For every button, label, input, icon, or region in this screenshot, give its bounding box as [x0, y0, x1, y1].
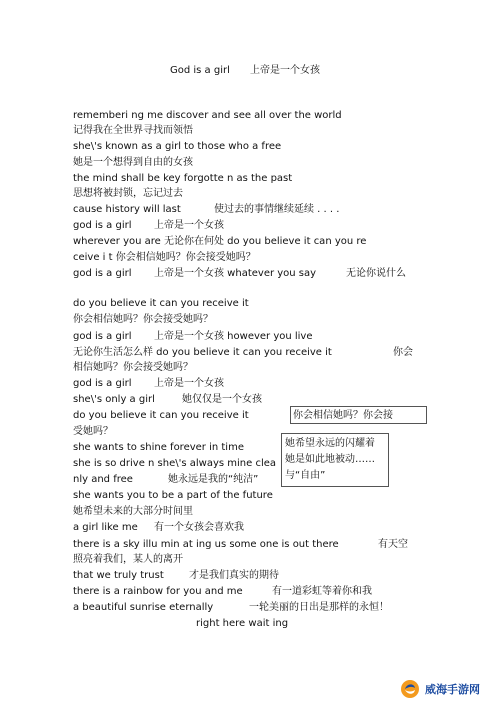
lyric-translation: 上帝是一个女孩 [154, 378, 224, 389]
lyric-line: she wants to shine forever in time [73, 442, 244, 453]
lyric-translation: 上帝是一个女孩 whatever you say [154, 268, 317, 279]
lyric-line: 思想将被封锁，忘记过去 [73, 188, 183, 199]
lyric-line: god is a girl [73, 220, 132, 231]
annotation-text: 她是如此地被动…… [285, 454, 375, 465]
lyric-line: 受她吗？ [73, 426, 113, 437]
lyric-line: nly and free [73, 474, 133, 485]
lyric-translation: 上帝是一个女孩 however you live [154, 331, 313, 342]
title-chinese: 上帝是一个女孩 [250, 65, 320, 76]
lyric-translation: 她永远是我的“纯洁” [168, 474, 259, 485]
lyric-line: she is so drive n she\'s always mine clea [73, 458, 277, 469]
lyric-line: she\'s only a girl [73, 394, 155, 405]
lyric-translation: 有天空 [378, 539, 408, 550]
lyric-line: she\'s known as a girl to those who a free [73, 141, 282, 152]
lyric-line: the mind shall be key forgotte n as the past [73, 173, 293, 184]
lyric-line: she wants you to be a part of the future [73, 490, 273, 501]
lyric-line: right here wait ing [196, 618, 289, 629]
lyric-translation: 有一道彩虹等着你和我 [272, 586, 372, 597]
lyric-translation: 使过去的事情继续延续 . . . . [214, 204, 340, 215]
lyric-line: do you believe it can you receive it [73, 298, 249, 309]
lyric-translation: 才是我们真实的期待 [189, 570, 279, 581]
lyric-line: a girl like me [73, 522, 138, 533]
watermark-logo-icon [399, 679, 421, 699]
lyric-line: 她希望未来的大部分时间里 [73, 506, 193, 517]
lyric-line: do you believe it can you receive it [73, 410, 249, 421]
site-watermark [395, 676, 495, 702]
lyric-translation: 无论你说什么 [346, 268, 406, 279]
annotation-text: 你会相信她吗？你会接 [293, 410, 393, 421]
lyric-line: there is a sky illu min at ing us some one is out there [73, 539, 339, 550]
lyric-line: cause history will last [73, 204, 181, 215]
lyric-translation: 上帝是一个女孩 [154, 220, 224, 231]
lyric-translation: 你会 [393, 347, 413, 358]
annotation-text: 她希望永远的闪耀着 [285, 438, 375, 449]
lyric-line: 相信她吗？你会接受她吗？ [73, 362, 193, 373]
lyric-line: 你会相信她吗？你会接受她吗？ [73, 314, 213, 325]
lyric-translation: 有一个女孩会喜欢我 [154, 522, 244, 533]
lyric-line: wherever you are 无论你在何处 do you believe it can you re [73, 236, 367, 247]
title-english: God is a girl [170, 65, 230, 76]
lyric-translation: 一轮美丽的日出是那样的永恒！ [249, 602, 389, 613]
lyric-line: there is a rainbow for you and me [73, 586, 243, 597]
lyric-line: god is a girl [73, 331, 132, 342]
lyric-line: 照亮着我们，某人的离开 [73, 554, 183, 565]
annotation-box [290, 406, 427, 424]
watermark-text: 威海手游网 [425, 683, 480, 696]
lyric-line: rememberi ng me discover and see all over the world [73, 110, 342, 121]
lyric-line: that we truly trust [73, 570, 164, 581]
lyric-line: ceive i t 你会相信她吗？你会接受她吗？ [73, 252, 256, 263]
lyric-line: a beautiful sunrise eternally [73, 602, 214, 613]
annotation-box [281, 433, 389, 487]
lyric-line: 无论你生活怎么样 do you believe it can you receive it [73, 347, 332, 358]
annotation-text: 与“自由” [285, 470, 326, 481]
lyric-line: god is a girl [73, 378, 132, 389]
lyric-line: 记得我在全世界寻找而领悟 [73, 125, 193, 136]
lyric-line: god is a girl [73, 268, 132, 279]
lyric-translation: 她仅仅是一个女孩 [182, 394, 262, 405]
lyric-line: 她是一个想得到自由的女孩 [73, 157, 193, 168]
